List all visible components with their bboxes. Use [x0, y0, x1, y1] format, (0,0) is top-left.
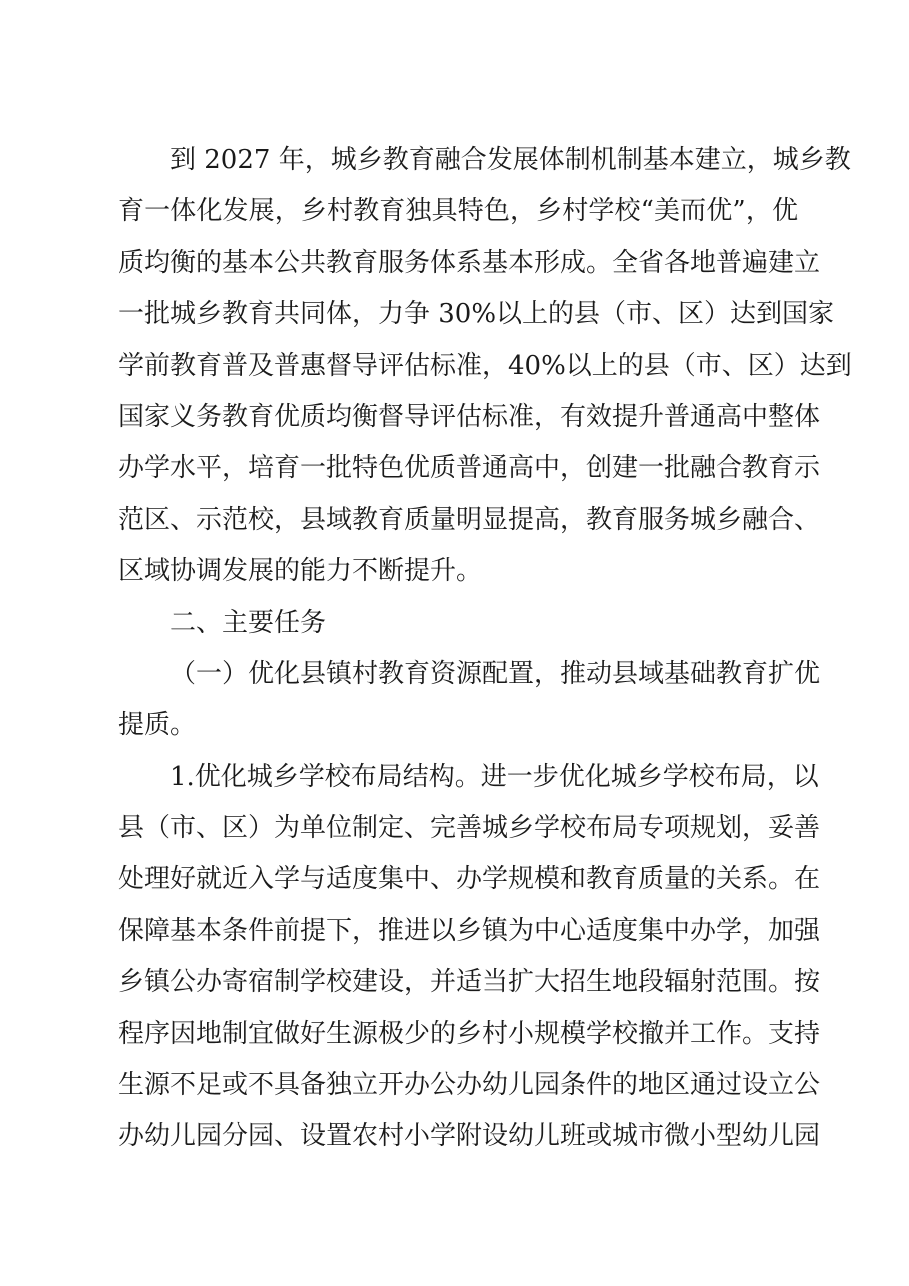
paragraph-line: 县（市、区）为单位制定、完善城乡学校布局专项规划，妥善 [118, 813, 821, 844]
section-heading: 二、主要任务 [170, 607, 327, 638]
paragraph-line: 办幼儿园分园、设置农村小学附设幼儿班或城市微小型幼儿园 [118, 1121, 821, 1152]
paragraph-line: 保障基本条件前提下，推进以乡镇为中心适度集中办学，加强 [118, 915, 821, 946]
paragraph-line: 质均衡的基本公共教育服务体系基本形成。全省各地普遍建立 [118, 247, 821, 278]
paragraph-line: 生源不足或不具备独立开办公办幼儿园条件的地区通过设立公 [118, 1070, 821, 1101]
paragraph-line: 1.优化城乡学校布局结构。进一步优化城乡学校布局，以 [170, 761, 819, 792]
paragraph-line: 一批城乡教育共同体，力争 30%以上的县（市、区）达到国家 [118, 299, 835, 330]
paragraph-line: 范区、示范校，县域教育质量明显提高，教育服务城乡融合、 [118, 504, 821, 535]
document-body [118, 135, 852, 1163]
paragraph-line: 处理好就近入学与适度集中、办学规模和教育质量的关系。在 [118, 864, 821, 895]
paragraph-line: 到 2027 年，城乡教育融合发展体制机制基本建立，城乡教 [170, 145, 851, 175]
subsection-heading-line: 提质。 [118, 710, 197, 741]
paragraph-line: 办学水平，培育一批特色优质普通高中，创建一批融合教育示 [118, 453, 821, 484]
paragraph-line: 育一体化发展，乡村教育独具特色，乡村学校“美而优”，优 [118, 196, 798, 227]
paragraph-line: 国家义务教育优质均衡督导评估标准，有效提升普通高中整体 [118, 401, 821, 432]
paragraph-line: 区域协调发展的能力不断提升。 [118, 556, 483, 587]
paragraph-line: 学前教育普及普惠督导评估标准，40%以上的县（市、区）达到 [118, 350, 852, 381]
subsection-heading-line: （一）优化县镇村教育资源配置，推动县域基础教育扩优 [170, 658, 821, 689]
paragraph-line: 程序因地制宜做好生源极少的乡村小规模学校撤并工作。支持 [118, 1018, 821, 1049]
paragraph-line: 乡镇公办寄宿制学校建设，并适当扩大招生地段辐射范围。按 [118, 967, 821, 998]
